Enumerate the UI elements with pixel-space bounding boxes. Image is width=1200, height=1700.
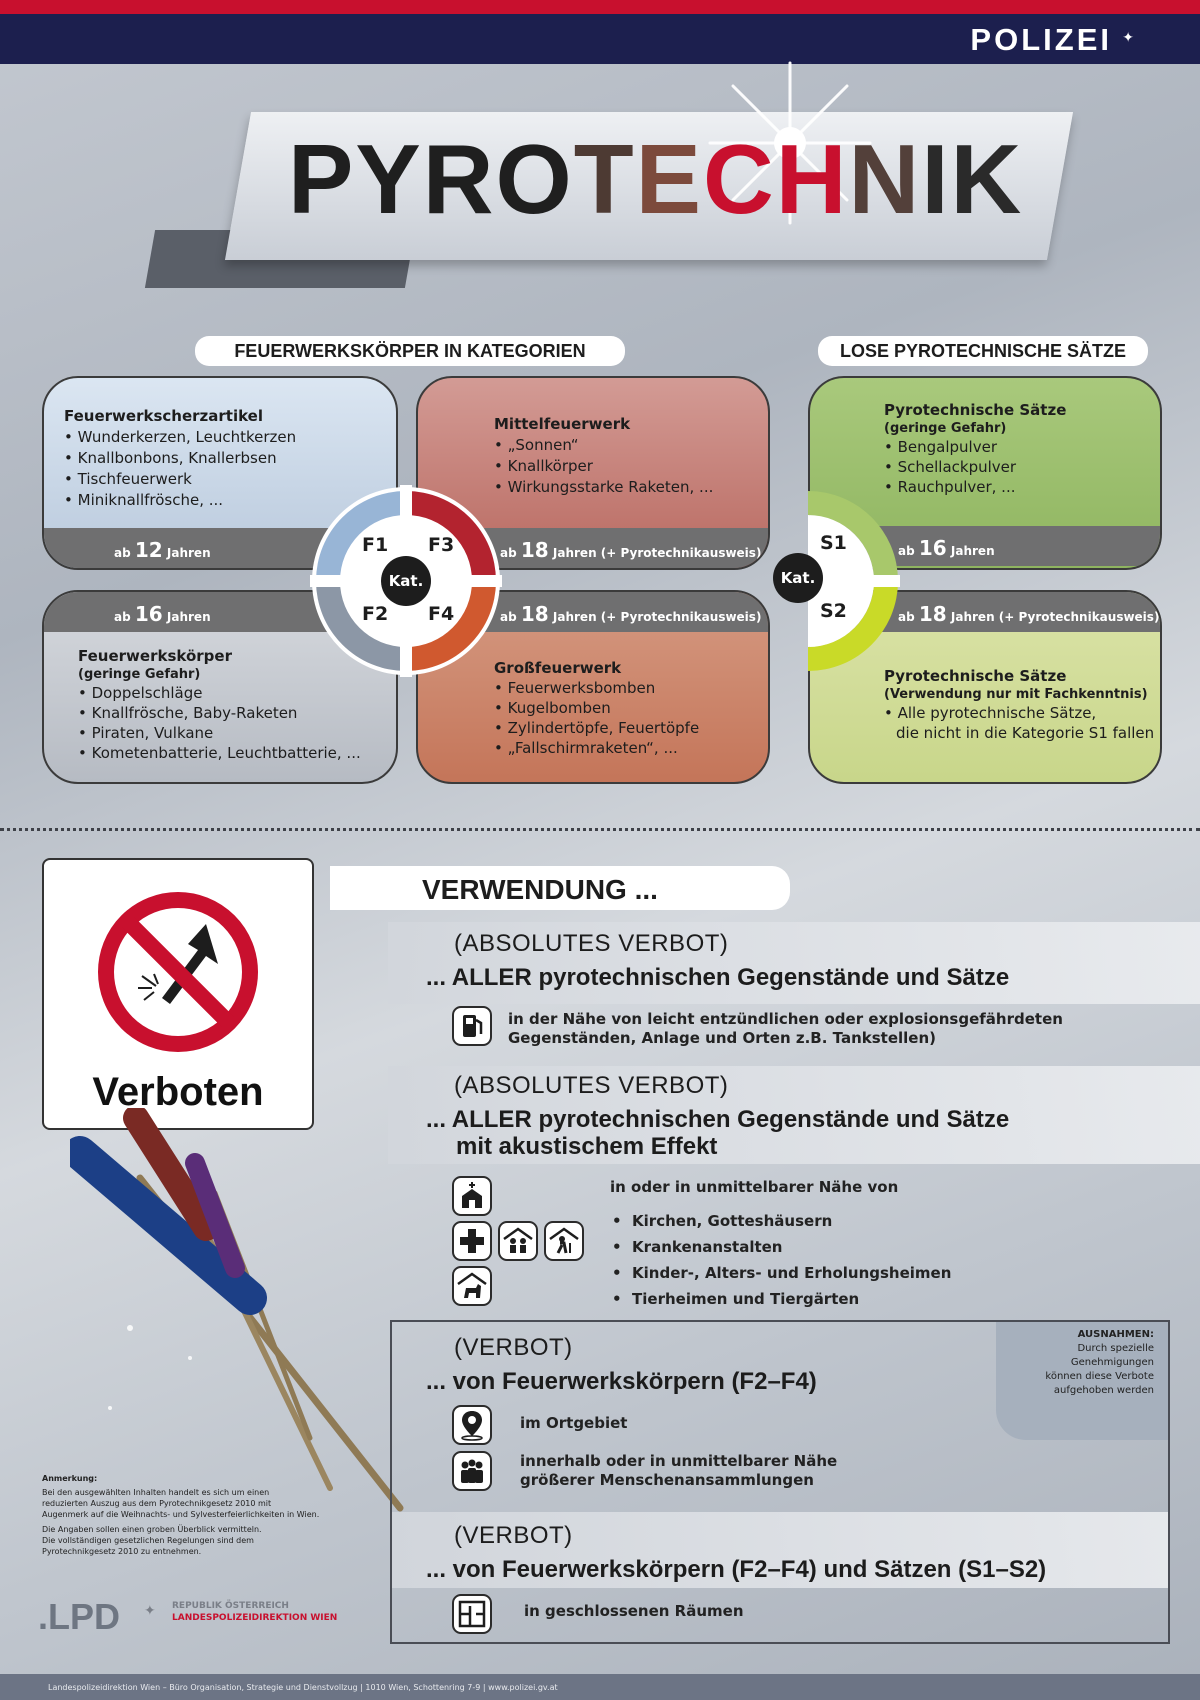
rule3-text-2b: größerer Menschenansammlungen <box>520 1471 814 1489</box>
f2-code: F2 <box>362 603 389 625</box>
f3-title: Mittelfeuerwerk <box>494 415 631 433</box>
f2-subtitle: (geringe Gefahr) <box>78 667 201 682</box>
rule4-kind: (VERBOT) <box>454 1522 573 1549</box>
age-value: 12 <box>134 538 163 562</box>
list-item: • Knallbonbons, Knallerbsen <box>64 448 376 469</box>
list-item: • Rauchpulver, ... <box>884 477 1160 497</box>
age-suffix: Jahren (+ Pyrotechnikausweis) <box>552 546 762 560</box>
title-part-1: PYRO <box>288 124 574 234</box>
s1-code: S1 <box>820 532 847 554</box>
list-item: • Knallkörper <box>494 456 768 477</box>
note-line: Die Angaben sollen einen groben Überblick vermitteln. <box>42 1525 262 1534</box>
list-item-text: Tierheimen und Tiergärten <box>632 1290 860 1308</box>
footer-bar <box>0 1674 1200 1700</box>
age-suffix: Jahren (+ Pyrotechnikausweis) <box>552 610 762 624</box>
title-part-6: IK <box>921 124 1024 234</box>
kat-badge: Kat. <box>381 556 431 606</box>
rule1-text-2: Gegenständen, Anlage und Orten z.B. Tankstellen) <box>508 1029 936 1047</box>
s1-item-list <box>884 437 1160 497</box>
children-home-icon <box>498 1221 538 1261</box>
list-item: • Wirkungsstarke Raketen, ... <box>494 477 768 498</box>
age-prefix: ab <box>114 610 131 624</box>
list-item: • Doppelschläge <box>78 683 396 703</box>
list-item-text: Kirchen, Gotteshäusern <box>632 1212 833 1230</box>
age-value: 16 <box>134 602 163 626</box>
list-item: • Kirchen, Gotteshäusern <box>612 1212 833 1230</box>
republic-label: REPUBLIK ÖSTERREICH <box>172 1601 289 1611</box>
age-suffix: Jahren <box>166 546 211 560</box>
s2-item-cont: die nicht in die Kategorie S1 fallen <box>896 724 1155 742</box>
note-line: Augenmerk auf die Weihnachts- und Sylvesterfeierlichkeiten in Wien. <box>42 1510 320 1519</box>
age-prefix: ab <box>500 610 517 624</box>
exceptions-line: Durch spezielle <box>1077 1343 1154 1354</box>
no-fireworks-icon <box>94 888 262 1056</box>
fuel-pump-icon <box>452 1006 492 1046</box>
age-prefix: ab <box>898 610 915 624</box>
page-title <box>288 124 1048 234</box>
church-icon <box>452 1176 492 1216</box>
exceptions-line: aufgehoben werden <box>1053 1385 1154 1396</box>
list-item: • Piraten, Vulkane <box>78 723 396 743</box>
list-item-text: Kinder-, Alters- und Erholungsheimen <box>632 1264 952 1282</box>
list-item: • Zylindertöpfe, Feuertöpfe <box>494 718 768 738</box>
animal-shelter-icon <box>452 1266 492 1306</box>
elderly-home-icon <box>544 1221 584 1261</box>
f3-item-list <box>494 435 768 498</box>
s2-item: • Alle pyrotechnische Sätze, <box>884 704 1097 722</box>
note-line: Bei den ausgewählten Inhalten handelt es sich um einen <box>42 1488 270 1497</box>
rule3-main: ... von Feuerwerkskörpern (F2–F4) <box>426 1368 817 1395</box>
directorate-label: LANDESPOLIZEIDIREKTION WIEN <box>172 1613 338 1623</box>
age-value: 16 <box>918 536 947 560</box>
s1-subtitle: (geringe Gefahr) <box>884 421 1007 436</box>
rule2-kind: (ABSOLUTES VERBOT) <box>454 1072 729 1099</box>
list-item: • Kometenbatterie, Leuchtbatterie, ... <box>78 743 396 763</box>
age-value: 18 <box>520 602 549 626</box>
title-part-4: CH <box>702 124 849 234</box>
rule2-list <box>612 1208 951 1312</box>
age-suffix: Jahren <box>950 544 995 558</box>
age-suffix: Jahren (+ Pyrotechnikausweis) <box>950 610 1160 624</box>
f1-code: F1 <box>362 534 389 556</box>
title-part-2: T <box>573 124 636 234</box>
rule2-main-2: mit akustischem Effekt <box>456 1133 718 1160</box>
age-value: 18 <box>918 602 947 626</box>
exceptions-line: Genehmigungen <box>1070 1357 1154 1368</box>
prohibition-sign <box>42 858 314 1130</box>
f4-code: F4 <box>428 603 455 625</box>
loose-compositions-heading: LOSE PYROTECHNISCHE SÄTZE <box>818 336 1148 366</box>
list-item: • Miniknallfrösche, ... <box>64 490 376 511</box>
exceptions-note <box>996 1322 1168 1440</box>
categories-heading: FEUERWERKSKÖRPER IN KATEGORIEN <box>195 336 625 366</box>
crowd-icon <box>452 1451 492 1491</box>
list-item: • Krankenanstalten <box>612 1238 783 1256</box>
list-item: • Tierheimen und Tiergärten <box>612 1290 860 1308</box>
rule4-text: in geschlossenen Räumen <box>524 1602 744 1620</box>
list-item: • Knallfrösche, Baby-Raketen <box>78 703 396 723</box>
list-item: • Wunderkerzen, Leuchtkerzen <box>64 427 376 448</box>
rule2-intro: in oder in unmittelbarer Nähe von <box>610 1178 899 1196</box>
rule1-main: ... ALLER pyrotechnischen Gegenstände und Sätze <box>426 964 1010 991</box>
f2-title: Feuerwerkskörper <box>78 647 232 665</box>
rule3-text-1: im Ortgebiet <box>520 1414 628 1432</box>
age-value: 18 <box>520 538 549 562</box>
title-part-5: N <box>848 124 922 234</box>
s2-item-text: Alle pyrotechnische Sätze, <box>897 704 1097 722</box>
list-item-text: Krankenanstalten <box>632 1238 783 1256</box>
location-pin-icon <box>452 1405 492 1445</box>
s2-title: Pyrotechnische Sätze <box>884 667 1067 685</box>
note-line: reduzierten Auszug aus dem Pyrotechnikgesetz 2010 mit <box>42 1499 272 1508</box>
s2-subtitle: (Verwendung nur mit Fachkenntnis) <box>884 687 1148 702</box>
age-suffix: Jahren <box>166 610 211 624</box>
indoor-room-icon <box>452 1594 492 1634</box>
list-item: • Kugelbomben <box>494 698 768 718</box>
rule1-text-1: in der Nähe von leicht entzündlichen oder explosionsgefährdeten <box>508 1010 1063 1028</box>
lpd-logo: .LPD <box>38 1596 121 1637</box>
f4-title: Großfeuerwerk <box>494 659 622 677</box>
rule4-main: ... von Feuerwerkskörpern (F2–F4) und Sätzen (S1–S2) <box>426 1556 1047 1583</box>
list-item: • Schellackpulver <box>884 457 1160 477</box>
title-part-3: E <box>635 124 703 234</box>
exceptions-title: AUSNAHMEN: <box>1077 1329 1154 1340</box>
rockets-illustration <box>70 1108 430 1528</box>
f1-title: Feuerwerkscherzartikel <box>64 407 263 425</box>
rule1-kind: (ABSOLUTES VERBOT) <box>454 930 729 957</box>
hospital-icon <box>452 1221 492 1261</box>
list-item: • Tischfeuerwerk <box>64 469 376 490</box>
kat-badge-loose: Kat. <box>773 553 823 603</box>
f2-item-list <box>78 683 396 763</box>
list-item: • Bengalpulver <box>884 437 1160 457</box>
f3-code: F3 <box>428 534 455 556</box>
note-line: Pyrotechnikgesetz 2010 zu entnehmen. <box>42 1547 202 1556</box>
note-line: Die vollständigen gesetzlichen Regelungen sind dem <box>42 1536 254 1545</box>
usage-heading: VERWENDUNG ... <box>330 866 790 910</box>
rule2-main-1: ... ALLER pyrotechnischen Gegenstände und Sätze <box>426 1106 1010 1133</box>
note-title: Anmerkung: <box>42 1474 98 1483</box>
footer-contact: Landespolizeidirektion Wien – Büro Organisation, Strategie und Dienstvollzug | 1010 Wien, Schottenring 7-9 | www.polizei.gv.at <box>48 1683 558 1692</box>
f4-item-list <box>494 678 768 758</box>
s2-code: S2 <box>820 600 847 622</box>
list-item: • „Sonnen“ <box>494 435 768 456</box>
annotation-note <box>42 1473 362 1557</box>
eagle-icon: ✦ <box>1122 30 1134 46</box>
age-prefix: ab <box>500 546 517 560</box>
s1-title: Pyrotechnische Sätze <box>884 401 1067 419</box>
list-item: • „Fallschirmraketen“, ... <box>494 738 768 758</box>
rule3-kind: (VERBOT) <box>454 1334 573 1361</box>
age-prefix: ab <box>114 546 131 560</box>
section-divider <box>0 828 1200 831</box>
list-item: • Feuerwerksbomben <box>494 678 768 698</box>
sign-label: Verboten <box>92 1070 264 1114</box>
top-red-stripe <box>0 0 1200 14</box>
austrian-eagle-icon: ✦ <box>144 1603 156 1619</box>
list-item: • Kinder-, Alters- und Erholungsheimen <box>612 1264 952 1282</box>
exceptions-line: können diese Verbote <box>1045 1371 1154 1382</box>
rule3-text-2a: innerhalb oder in unmittelbarer Nähe <box>520 1452 838 1470</box>
brand-logo: POLIZEI <box>970 22 1112 57</box>
age-prefix: ab <box>898 544 915 558</box>
